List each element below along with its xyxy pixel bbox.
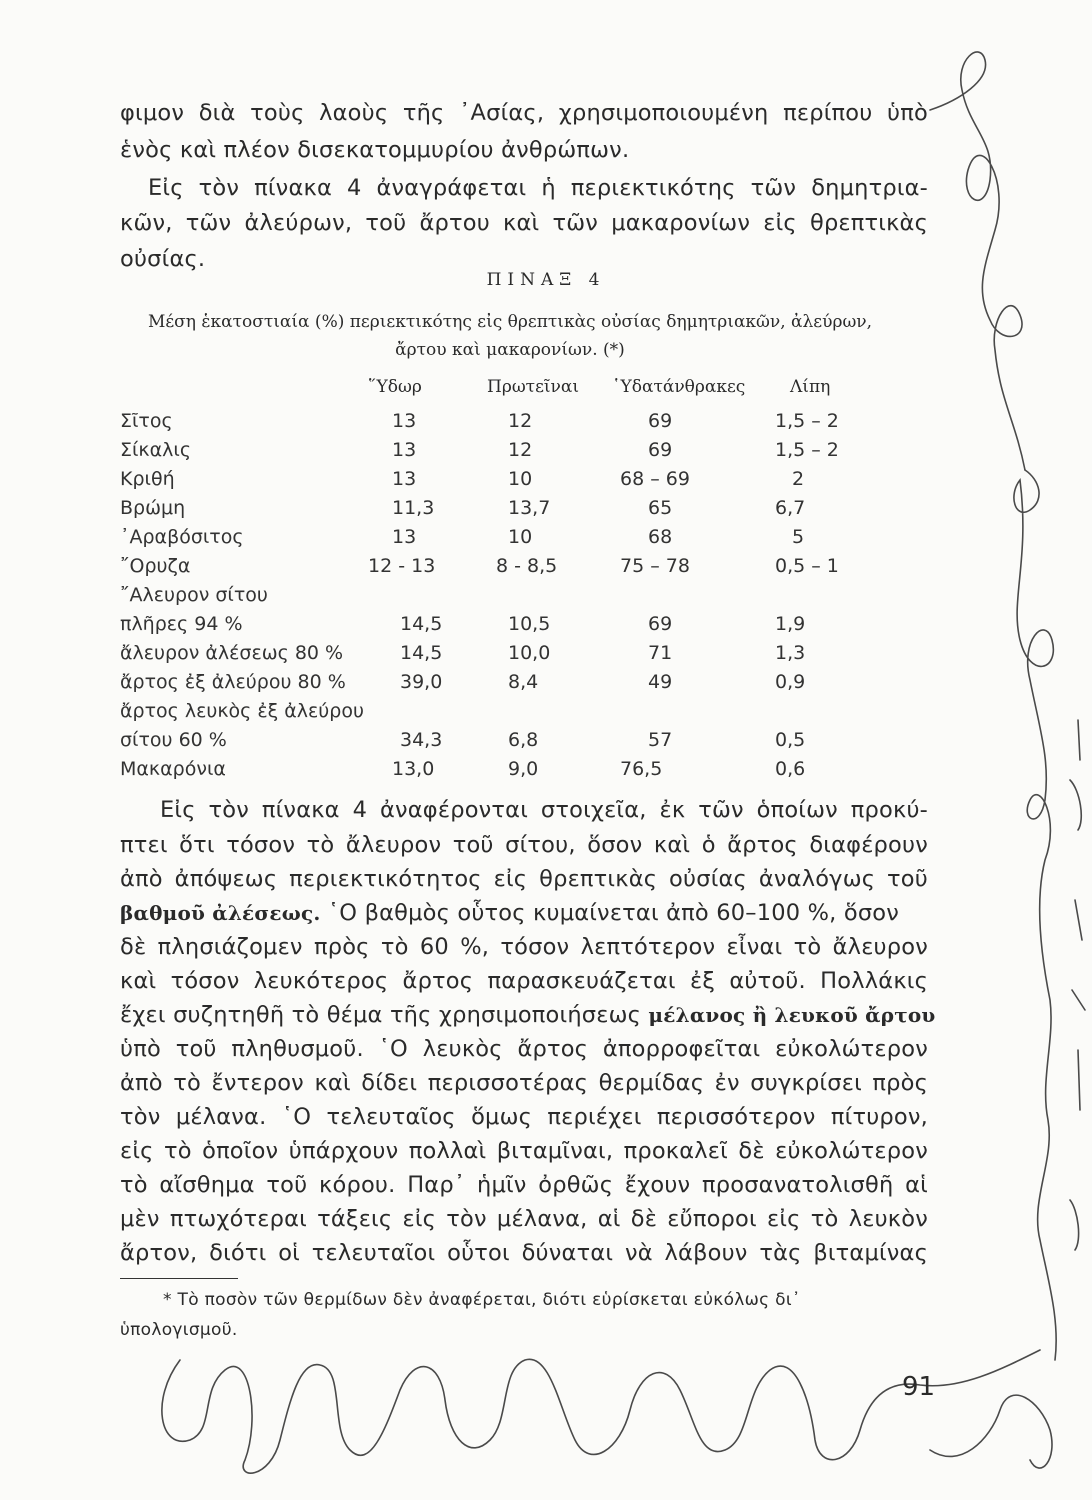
table-cell: 8,4 — [508, 671, 539, 693]
table-cell: 13,7 — [508, 497, 551, 519]
table-cell: 13 — [392, 468, 417, 490]
table-cell: 0,6 — [775, 758, 806, 780]
emphasis-milling-degree: βαθμοῦ ἀλέσεως. — [120, 901, 321, 925]
table-cell: 8 - 8,5 — [496, 555, 558, 577]
table-cell: 57 — [648, 729, 673, 751]
table-cell: 68 – 69 — [620, 468, 690, 490]
table-cell: 34,3 — [400, 729, 443, 751]
table-cell: 49 — [648, 671, 673, 693]
body-line-5: δὲ πλησιάζομεν πρὸς τὸ 60 %, τόσον λεπτότερον εἶναι τὸ ἄλευρον — [120, 934, 928, 960]
footnote-line-2: ὑπολογισμοῦ. — [120, 1320, 238, 1340]
body-line-11: εἰς τὸ ὁποῖον ὑπάρχουν πολλαὶ βιταμῖναι, προκαλεῖ δὲ εὐκολώτερον — [120, 1138, 928, 1164]
table-header-water: ῞Υδωρ — [368, 377, 422, 397]
table-title: ΠΙΝΑΞ 4 — [486, 270, 606, 290]
table-row-label: Σίκαλις — [120, 439, 191, 461]
table-row-label: Κριθή — [120, 468, 175, 490]
table-cell: 0,5 – 1 — [775, 555, 839, 577]
intro-line-5: οὐσίας. — [120, 246, 206, 272]
table-cell: 1,5 – 2 — [775, 410, 839, 432]
table-cell: 13 — [392, 526, 417, 548]
table-cell: 10 — [508, 526, 533, 548]
table-cell: 13,0 — [392, 758, 435, 780]
table-cell: 69 — [648, 410, 673, 432]
body-line-4-text: ῾Ο βαθμὸς οὗτος κυμαίνεται ἀπὸ 60–100 %, ὅσον — [320, 900, 900, 926]
footnote-line-1: * Τὸ ποσὸν τῶν θερμίδων δὲν ἀναφέρεται, διότι εὑρίσκεται εὐκόλως δι᾿ — [163, 1290, 801, 1310]
table-cell: 75 – 78 — [620, 555, 690, 577]
table-cell: 10 — [508, 468, 533, 490]
emphasis-black-white-bread: μέλανος ἢ λευκοῦ ἄρτου — [648, 1003, 936, 1027]
table-cell: 14,5 — [400, 642, 443, 664]
body-line-8: ὑπὸ τοῦ πληθυσμοῦ. ῾Ο λευκὸς ἄρτος ἀπορροφεῖται εὐκολώτερον — [120, 1036, 928, 1062]
intro-line-1: φιμον διὰ τοὺς λαοὺς τῆς ᾿Ασίας, χρησιμοποιουμένη περίπου ὑπὸ — [120, 100, 928, 126]
table-cell: 69 — [648, 613, 673, 635]
table-cell: 0,9 — [775, 671, 806, 693]
table-cell: 0,5 — [775, 729, 806, 751]
body-line-13: μὲν πτωχότεραι τάξεις εἰς τὸν μέλανα, αἱ δὲ εὔποροι εἰς τὸ λευκὸν — [120, 1206, 928, 1232]
table-cell: 12 — [508, 410, 533, 432]
body-line-1: Εἰς τὸν πίνακα 4 ἀναφέρονται στοιχεῖα, ἐκ τῶν ὁποίων προκύ- — [160, 797, 928, 823]
doodle-bottom-right — [930, 1395, 1052, 1468]
table-header-proteins: Πρωτεῖναι — [487, 377, 580, 397]
table-row-label: Σῖτος — [120, 410, 173, 432]
table-row-label: ἄρτος λευκὸς ἐξ ἀλεύρου — [120, 700, 364, 722]
table-cell: 12 — [508, 439, 533, 461]
table-cell: 5 — [792, 526, 805, 548]
intro-line-3: Εἰς τὸν πίνακα 4 ἀναγράφεται ἡ περιεκτικότης τῶν δημητρια- — [148, 175, 928, 201]
table-cell: 13 — [392, 439, 417, 461]
doodle-right-mid — [1014, 470, 1056, 1360]
table-header-carbohydrates: ῾Υδατάνθρακες — [612, 377, 746, 397]
body-line-10: τὸν μέλανα. ῾Ο τελευταῖος ὅμως περιέχει περισσότερον πίτυρον, — [120, 1104, 928, 1130]
table-cell: 14,5 — [400, 613, 443, 635]
table-cell: 69 — [648, 439, 673, 461]
body-line-7 — [120, 1002, 936, 1028]
table-row-label: Μακαρόνια — [120, 758, 226, 780]
body-line-6: καὶ τόσον λευκότερος ἄρτος παρασκευάζεται ἐξ αὐτοῦ. Πολλάκις — [120, 968, 928, 994]
table-cell: 68 — [648, 526, 673, 548]
body-line-14: ἄρτον, διότι οἱ τελευταῖοι οὗτοι δύναται νὰ λάβουν τὰς βιταμίνας — [120, 1240, 928, 1266]
table-row-label: ἄρτος ἐξ ἀλεύρου 80 % — [120, 671, 346, 693]
table-caption-line-1: Μέση ἑκατοστιαία (%) περιεκτικότης εἰς θρεπτικὰς οὐσίας δημητριακῶν, ἀλεύρων, — [147, 312, 873, 332]
table-row-label: ἄλευρον ἀλέσεως 80 % — [120, 642, 344, 664]
table-row-label: ῎Ορυζα — [120, 555, 191, 577]
table-cell: 10,5 — [508, 613, 551, 635]
table-caption-line-2: ἄρτου καὶ μακαρονίων. (*) — [395, 340, 625, 360]
table-cell: 1,5 – 2 — [775, 439, 839, 461]
table-cell: 71 — [648, 642, 673, 664]
table-cell: 9,0 — [508, 758, 539, 780]
table-cell: 1,3 — [775, 642, 806, 664]
table-row-label: πλῆρες 94 % — [120, 613, 243, 635]
table-cell: 11,3 — [392, 497, 435, 519]
doodle-edge-marks — [1070, 720, 1085, 1250]
body-line-4 — [120, 900, 928, 926]
intro-line-4: κῶν, τῶν ἀλεύρων, τοῦ ἄρτου καὶ τῶν μακαρονίων εἰς θρεπτικὰς — [120, 210, 928, 236]
body-line-2: πτει ὅτι τόσον τὸ ἄλευρον τοῦ σίτου, ὅσον καὶ ὁ ἄρτος διαφέρουν — [120, 832, 928, 858]
doodle-right-top — [930, 52, 1025, 470]
body-line-7-text: ἔχει συζητηθῆ τὸ θέμα τῆς χρησιμοποιήσεως — [120, 1002, 649, 1028]
table-cell: 76,5 — [620, 758, 663, 780]
table-cell: 65 — [648, 497, 673, 519]
table-cell: 12 - 13 — [368, 555, 436, 577]
table-cell: 1,9 — [775, 613, 806, 635]
table-cell: 6,7 — [775, 497, 806, 519]
table-row-label: ῎Αλευρον σίτου — [120, 584, 268, 606]
table-cell: 10,0 — [508, 642, 551, 664]
page-number: 91 — [902, 1372, 936, 1402]
body-line-3: ἀπὸ ἀπόψεως περιεκτικότητος εἰς θρεπτικὰς οὐσίας ἀναλόγως τοῦ — [120, 866, 928, 892]
table-cell: 13 — [392, 410, 417, 432]
body-line-12: τὸ αἴσθημα τοῦ κόρου. Παρ᾿ ἡμῖν ὀρθῶς ἔχουν προσανατολισθῆ αἱ — [120, 1172, 928, 1198]
table-cell: 6,8 — [508, 729, 539, 751]
table-row-label: σίτου 60 % — [120, 729, 227, 751]
footnote-rule — [120, 1278, 238, 1279]
table-cell: 2 — [792, 468, 805, 490]
doodle-bottom — [162, 1350, 1040, 1473]
table-row-label: Βρώμη — [120, 497, 186, 519]
intro-line-2: ἑνὸς καὶ πλέον δισεκατομμυρίου ἀνθρώπων. — [120, 137, 630, 163]
table-cell: 39,0 — [400, 671, 443, 693]
table-header-fats: Λίπη — [790, 377, 831, 397]
table-row-label: ᾿Αραβόσιτος — [120, 526, 244, 548]
body-line-9: ἀπὸ τὸ ἔντερον καὶ δίδει περισσοτέρας θερμίδας ἐν συγκρίσει πρὸς — [120, 1070, 928, 1096]
